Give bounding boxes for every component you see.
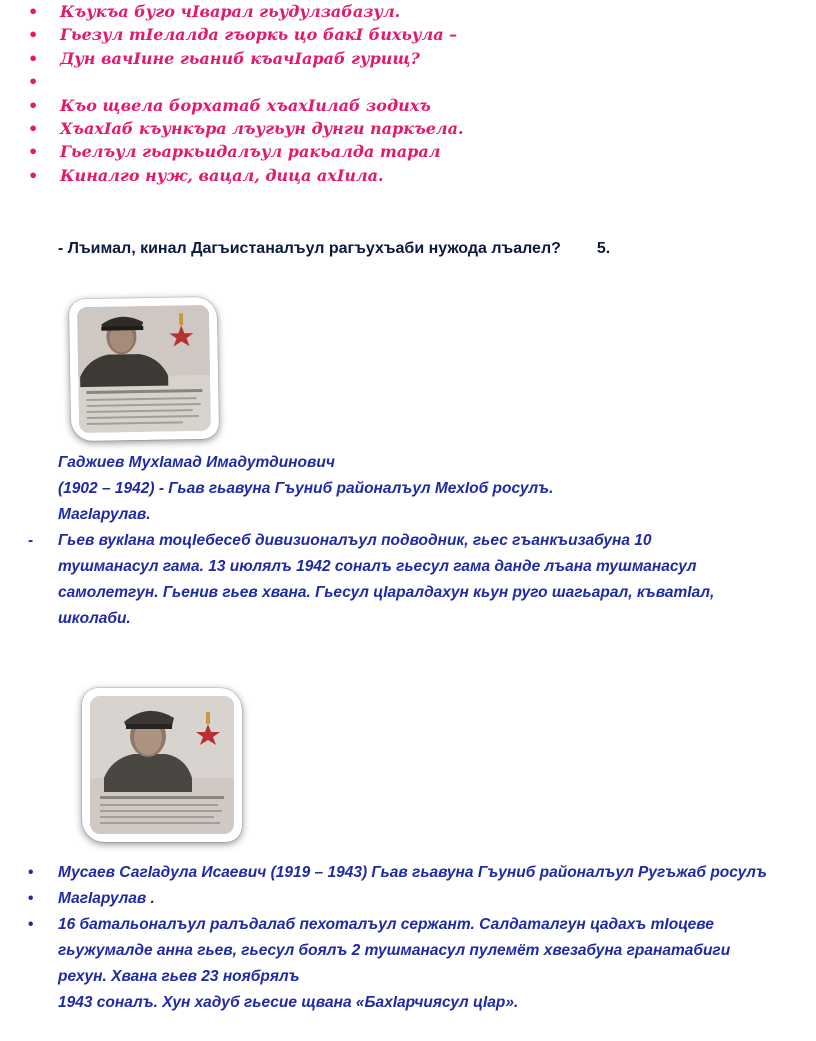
hero-2-item-text: Мусаев СагIадула Исаевич (1919 – 1943) Гьав гьавуна Гъуниб районалъул Ругъжаб росулъ	[58, 864, 767, 881]
photo-image	[77, 305, 211, 433]
dash-icon: -	[28, 532, 34, 549]
bullet-icon: •	[28, 890, 34, 907]
hero-1-desc-text: Гьев вукIана тоцIебесеб дивизионалъул подводник, гьес гъанкъизабуна 10	[58, 532, 652, 549]
poem-line	[0, 0, 464, 23]
hero-portrait-photo-2	[82, 688, 242, 842]
bullet-icon: •	[28, 72, 39, 92]
hero-2-continuation-line: рехун. Хвана гьев 23 ноябрялъ	[58, 968, 300, 985]
poem-line	[0, 70, 464, 93]
poem-line	[0, 140, 464, 163]
poem-line-text: Гьезул тIелалда гъоркь цо бакI бихьула –	[60, 25, 458, 45]
bullet-icon: •	[28, 118, 39, 138]
hero-2-item	[0, 912, 767, 938]
hero-2-item	[0, 886, 767, 912]
poem-line	[0, 23, 464, 46]
hero-1-name: Гаджиев МухIамад Имадутдинович	[58, 454, 335, 471]
hero-1-dates: (1902 – 1942) - Гьав гьавуна Гъуниб районалъул МехIоб росулъ.	[58, 480, 554, 497]
poem-line	[0, 94, 464, 117]
question-text: - Лъимал, кинал Дагъистаналъул рагъухъаби нужода лъалел?	[58, 240, 561, 257]
bullet-icon: •	[28, 2, 39, 21]
bullet-icon: •	[28, 916, 34, 933]
poem-line-text: Дун вачIине гьаниб къачIараб гурищ?	[60, 48, 420, 68]
hero-1-bio	[28, 450, 715, 632]
question-number: 5.	[596, 240, 611, 257]
poem-line-text: Къо щвела борхатаб хъахIилаб зодихъ	[60, 95, 431, 115]
hero-1-desc-line: школаби.	[58, 610, 131, 627]
hero-2-bio-list	[0, 860, 767, 1016]
hero-1-nationality: МагIарулав.	[58, 506, 151, 523]
bullet-icon: •	[28, 142, 39, 162]
bullet-icon: •	[28, 95, 39, 115]
hero-1-desc-line	[28, 528, 714, 554]
hero-1-desc-line: тушманасул гама. 13 июлялъ 1942 соналъ гьесул гама данде лъана тушманасул	[58, 558, 697, 575]
poem-line-text: Киналго нуж, вацал, дица ахIила.	[60, 165, 384, 185]
question-line	[58, 240, 610, 258]
hero-portrait-photo-1	[69, 297, 219, 442]
photo-image	[90, 696, 234, 834]
poem-line	[0, 47, 464, 70]
bullet-icon: •	[28, 165, 39, 185]
poem-line	[0, 164, 464, 187]
bullet-icon: •	[28, 864, 34, 881]
hero-2-item	[0, 860, 767, 886]
hero-2-continuation-line: 1943 соналъ. Хун хадуб гьесие щвана «БахIарчиясул цIар».	[58, 994, 519, 1011]
hero-2-continuation-line: гьужумалде анна гьев, гьесул боялъ 2 тушманасул пулемёт хвезабуна гранатабиги	[58, 942, 731, 959]
hero-1-desc-line: самолетгун. Гьенив гьев хвана. Гьесул цIаралдахун кьун руго шагьарал, къватIал,	[58, 584, 715, 601]
poem-line	[0, 117, 464, 140]
bullet-icon: •	[28, 48, 39, 68]
bullet-icon: •	[28, 25, 39, 45]
poem-line-text: Гьелъул гьаркьидалъул ракьалда тарал	[60, 142, 441, 162]
poem-line-text: ХъахIаб къункъра лъугьун дунги паркъела.	[60, 118, 464, 138]
hero-2-item-text: МагIарулав .	[58, 890, 155, 907]
poem-line-text: Къукъа буго чIварал гьудулзабазул.	[60, 2, 401, 21]
poem-list	[0, 0, 464, 187]
hero-2-item-text: 16 батальоналъул ралъдалаб пехоталъул сержант. Салдаталгун цадахъ тIоцеве	[58, 916, 714, 933]
